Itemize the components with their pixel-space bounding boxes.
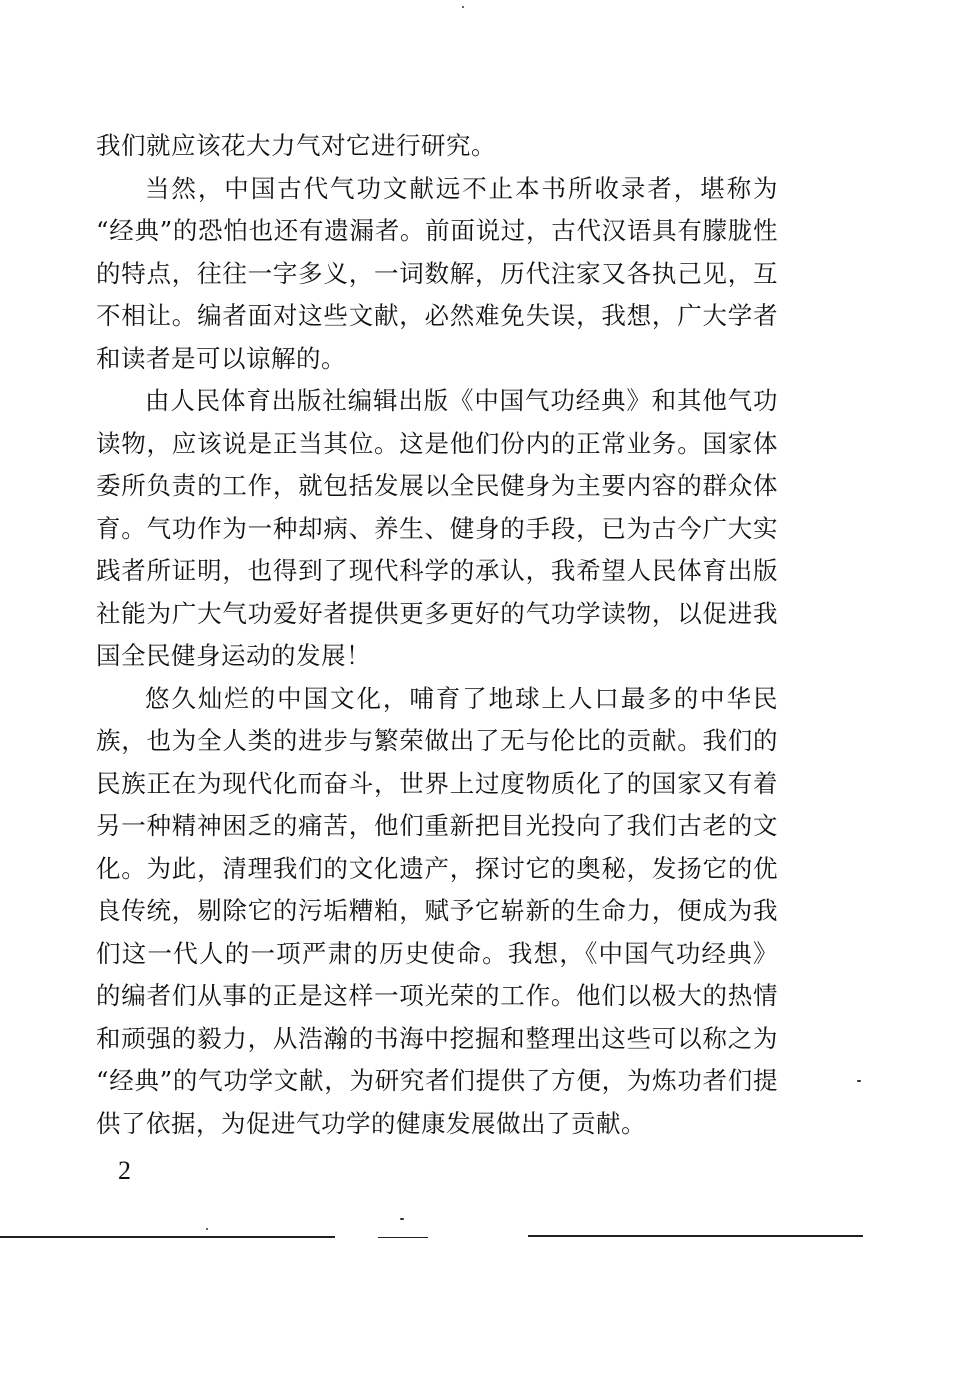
text-line: 族，也为全人类的进步与繁荣做出了无与伦比的贡献。我们的 bbox=[96, 726, 778, 755]
text-line: 的编者们从事的正是这样一项光荣的工作。他们以极大的热情 bbox=[96, 981, 778, 1010]
text-line: 和顽强的毅力，从浩瀚的书海中挖掘和整理出这些可以称之为 bbox=[96, 1023, 778, 1053]
text-line: 当然，中国古代气功文献远不止本书所收录者，堪称为 bbox=[145, 173, 778, 203]
scan-speck bbox=[462, 6, 464, 8]
text-line: 们这一代人的一项严肃的历史使命。我想，《中国气功经典》 bbox=[96, 938, 778, 968]
text-line: 由人民体育出版社编辑出版《中国气功经典》和其他气功 bbox=[145, 386, 778, 415]
text-line: 社能为广大气功爱好者提供更多更好的气功学读物，以促进我 bbox=[96, 598, 778, 628]
scan-speck bbox=[206, 1228, 208, 1230]
text-line: 我们就应该花大力气对它进行研究。 bbox=[96, 131, 496, 160]
text-line: 供了依据，为促进气功学的健康发展做出了贡献。 bbox=[96, 1108, 646, 1138]
text-line: 悠久灿烂的中国文化，哺育了地球上人口最多的中华民 bbox=[145, 683, 778, 713]
scan-speck bbox=[857, 1080, 861, 1082]
text-line: 读物，应该说是正当其位。这是他们份内的正常业务。国家体 bbox=[96, 428, 778, 458]
text-line: “经典”的气功学文献，为研究者们提供了方便，为炼功者们提 bbox=[96, 1066, 778, 1095]
text-line: 践者所证明，也得到了现代科学的承认，我希望人民体育出版 bbox=[96, 556, 778, 585]
text-line: 另一种精神困乏的痛苦，他们重新把目光投向了我们古老的文 bbox=[96, 811, 778, 840]
text-line: 民族正在为现代化而奋斗，世界上过度物质化了的国家又有着 bbox=[96, 768, 778, 798]
text-line: “经典”的恐怕也还有遗漏者。前面说过，古代汉语具有朦胧性 bbox=[96, 216, 778, 245]
body-text bbox=[96, 125, 778, 1145]
text-line: 的特点，往往一字多义，一词数解，历代注家又各执己见，互 bbox=[96, 258, 778, 288]
page-number: 2 bbox=[118, 1156, 131, 1185]
scan-speck bbox=[400, 1218, 404, 1220]
text-line: 和读者是可以谅解的。 bbox=[96, 343, 346, 373]
bottom-rule-middle bbox=[378, 1237, 428, 1238]
text-line: 育。气功作为一种却病、养生、健身的手段，已为古今广大实 bbox=[96, 513, 778, 543]
text-line: 国全民健身运动的发展！ bbox=[96, 641, 371, 670]
bottom-rule-left bbox=[0, 1236, 335, 1238]
text-line: 良传统，剔除它的污垢糟粕，赋予它崭新的生命力，便成为我 bbox=[96, 896, 778, 925]
text-line: 不相让。编者面对这些文献，必然难免失误，我想，广大学者 bbox=[96, 301, 778, 330]
text-line: 委所负责的工作，就包括发展以全民健身为主要内容的群众体 bbox=[96, 471, 778, 500]
text-line: 化。为此，清理我们的文化遗产，探讨它的奥秘，发扬它的优 bbox=[96, 853, 778, 883]
bottom-rule-right bbox=[528, 1235, 863, 1237]
